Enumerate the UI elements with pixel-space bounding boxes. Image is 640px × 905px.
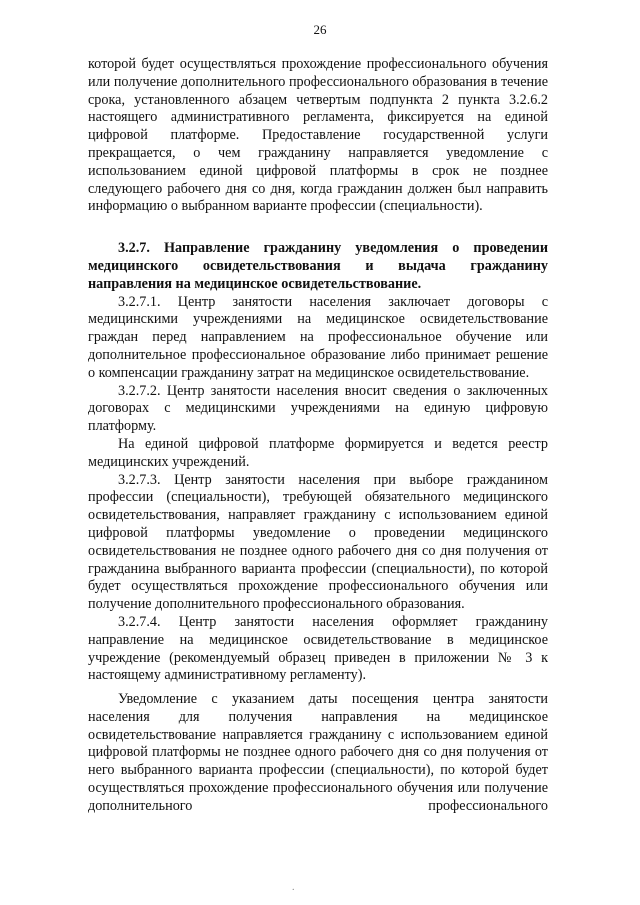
- paragraph-3-2-7-3: 3.2.7.3. Центр занятости населения при выборе гражданином профессии (специальности), требующей обязательного медицинского освидетельствования, направляет гражданину с использованием единой цифровой платформы уведомление о проведении медицинского освидетельствования не позднее одного рабочего дня со дня получения от гражданина выбранного варианта профессии (специальности), по которой будет осуществляться прохождение профессионального обучения или получение дополнительного профессионального образования.: [88, 471, 548, 613]
- section-heading: 3.2.7. Направление гражданину уведомления о проведении медицинского освидетельствования и выдача гражданину направления на медицинское освидетельствование.: [88, 240, 548, 292]
- page-number: 26: [313, 22, 327, 37]
- paragraph-registry: На единой цифровой платформе формируется и ведется реестр медицинских учреждений.: [88, 435, 548, 470]
- paragraph-3-2-7-2: 3.2.7.2. Центр занятости населения вносит сведения о заключенных договорах с медицинскими учреждениями на единую цифровую платформу.: [88, 382, 548, 435]
- paragraph-3-2-7-4: 3.2.7.4. Центр занятости населения оформляет гражданину направление на медицинское освидетельствование в медицинское учреждение (рекомендуемый образец приведен в приложении № 3 к настоящему административному регламенту).: [88, 613, 548, 684]
- paragraph-continuation: которой будет осуществляться прохождение профессионального обучения или получение дополнительного профессионального образования в течение срока, установленного абзацем четвертым подпункта 2 пункта 3.2.6.2 настоящего административного регламента, фиксируется на единой цифровой платформе. Предоставление государственной услуги прекращается, о чем гражданину направляется уведомление с использованием единой цифровой платформы в срок не позднее следующего рабочего дня со дня, когда гражданин должен был направить информацию о выбранном варианте профессии (специальности).: [88, 56, 548, 215]
- document-body: [88, 56, 548, 816]
- paragraph-notification: Уведомление с указанием даты посещения центра занятости населения для получения направления на медицинское освидетельствование направляется гражданину с использованием единой цифровой платформы не позднее одного рабочего дня со дня получения от него выбранного варианта профессии (специальности), по которой будет осуществляться прохождение профессионального обучения или получение дополнительного профессионального: [88, 691, 548, 814]
- scan-artifact: .: [292, 882, 295, 893]
- paragraph-3-2-7-1: 3.2.7.1. Центр занятости населения заключает договоры с медицинскими учреждениями на медицинское освидетельствование граждан перед направлением на профессиональное обучение или дополнительное профессиональное образование либо принимает решение о компенсации гражданину затрат на медицинское освидетельствование.: [88, 293, 548, 381]
- section-spacer: [88, 216, 548, 240]
